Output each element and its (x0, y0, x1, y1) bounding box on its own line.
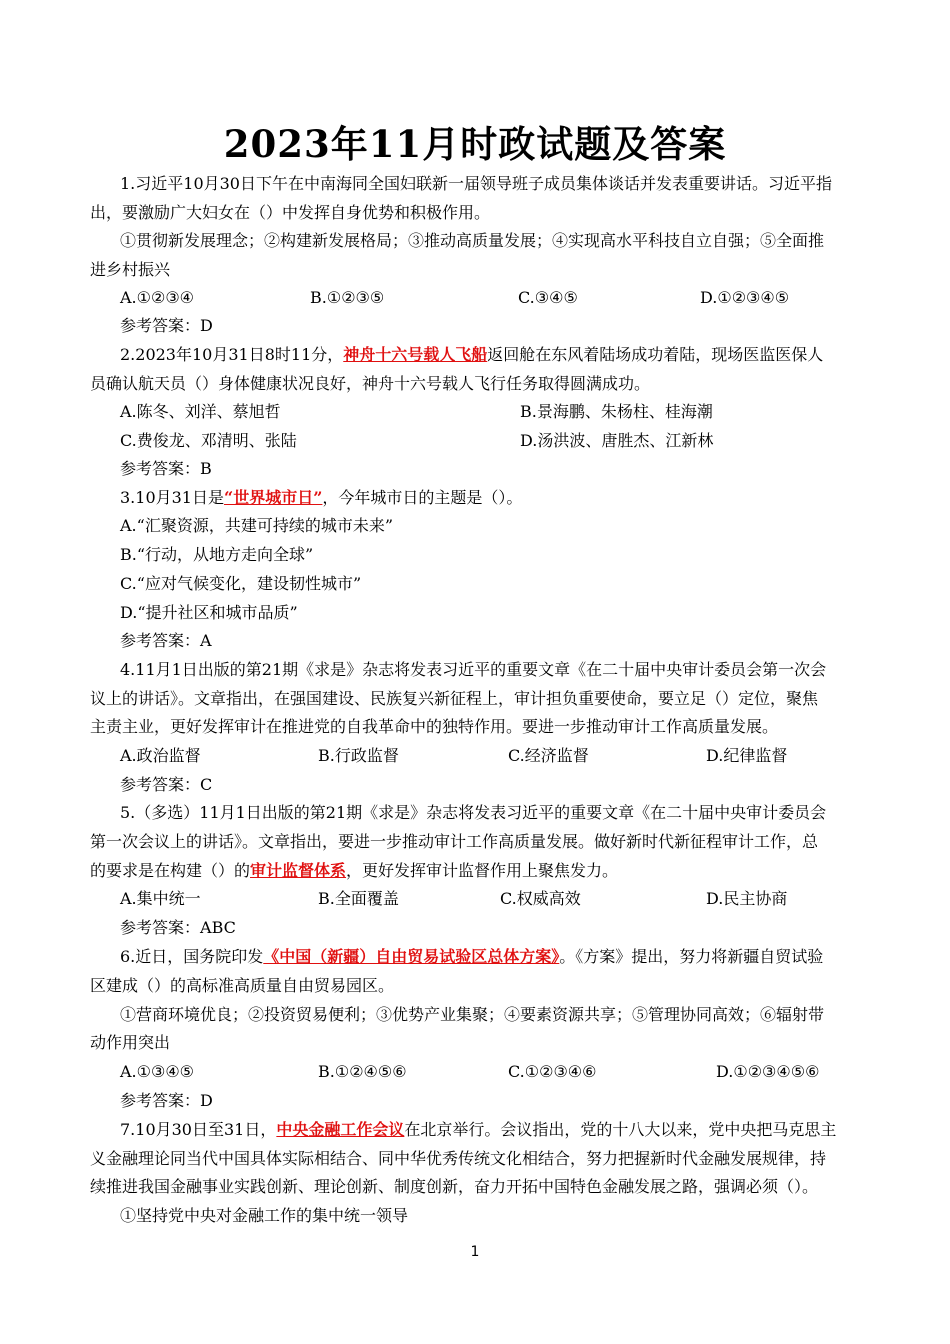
q5-post: ，更好发挥审计监督作用上聚焦发力。 (346, 861, 619, 880)
q4-option-c: C.经济监督 (508, 746, 589, 765)
q4-answer (120, 775, 212, 795)
q5-option-b: B.全面覆盖 (318, 889, 399, 908)
q3-option-d: D.“提升社区和城市品质” (120, 603, 298, 622)
q6-highlight-link[interactable]: 《中国（新疆）自由贸易试验区总体方案》 (263, 947, 560, 966)
q5-pre: 的要求是在构建（）的 (90, 861, 251, 880)
q6-pre: 6.近日，国务院印发 (120, 947, 264, 966)
q3-pre: 3.10月31日是 (120, 488, 224, 507)
q1-text-line2: 出，要激励广大妇女在（）中发挥自身优势和积极作用。 (90, 203, 491, 222)
q6-option-b: B.①②④⑤⑥ (318, 1062, 407, 1081)
answer-label: 参考答案： (120, 631, 201, 650)
q4-text-line3: 主责主业，更好发挥审计在推进党的自我革命中的独特作用。要进一步推动审计工作高质量发展。 (90, 717, 779, 736)
q7-post: 在北京举行。会议指出，党的十八大以来，党中央把马克思主 (404, 1120, 837, 1139)
q6-post: 。《方案》提出，努力将新疆自贸试验 (559, 947, 824, 966)
q7-text-line3: 续推进我国金融事业实践创新、理论创新、制度创新，奋力开拓中国特色金融发展之路，强调必须（）。 (90, 1177, 819, 1196)
q4-option-a: A.政治监督 (120, 746, 201, 765)
q7-text-line1 (120, 1120, 836, 1140)
q2-text-line1 (120, 345, 823, 365)
q6-answer (120, 1091, 213, 1111)
q2-text-line2: 员确认航天员（）身体健康状况良好，神舟十六号载人飞行任务取得圆满成功。 (90, 374, 651, 393)
q7-highlight-link[interactable]: 中央金融工作会议 (276, 1120, 405, 1139)
answer-value: A (200, 631, 212, 650)
document-title: 2023年11月时政试题及答案 (223, 122, 727, 166)
q7-list-line1: ①坚持党中央对金融工作的集中统一领导 (120, 1206, 409, 1225)
answer-label: 参考答案： (120, 316, 201, 335)
q5-highlight-link[interactable]: 审计监督体系 (250, 861, 347, 880)
answer-value: D (200, 316, 213, 335)
q5-text-line3 (90, 861, 618, 881)
q5-option-c: C.权威高效 (500, 889, 581, 908)
answer-value: ABC (200, 918, 236, 937)
q5-answer (120, 918, 236, 938)
q3-option-b: B.“行动，从地方走向全球” (120, 545, 314, 564)
q7-pre: 7.10月30日至31日， (120, 1120, 277, 1139)
q2-highlight-link[interactable]: 神舟十六号载人飞船 (343, 345, 488, 364)
q2-option-b: B.景海鹏、朱杨柱、桂海潮 (520, 402, 713, 421)
q5-text-line2: 第一次会议上的讲话》。文章指出，要进一步推动审计工作高质量发展。做好新时代新征程审计工作，总 (90, 832, 819, 851)
q1-option-c: C.③④⑤ (518, 288, 578, 307)
q4-option-d: D.纪律监督 (706, 746, 788, 765)
q3-text-line1 (120, 488, 522, 508)
q1-list-line2: 进乡村振兴 (90, 260, 171, 279)
q6-text-line1 (120, 947, 823, 967)
q1-option-a: A.①②③④ (120, 288, 195, 307)
q7-text-line2: 义金融理论同当代中国具体实际相结合、同中华优秀传统文化相结合，努力把握新时代金融发展规律，持 (90, 1149, 827, 1168)
q3-option-c: C.“应对气候变化，建设韧性城市” (120, 574, 362, 593)
q4-option-b: B.行政监督 (318, 746, 399, 765)
answer-value: B (200, 459, 212, 478)
answer-value: C (200, 775, 213, 794)
q6-list-line1: ①营商环境优良；②投资贸易便利；③优势产业集聚；④要素资源共享；⑤管理协同高效；⑥辐射带 (120, 1005, 825, 1024)
q4-text-line1: 4.11月1日出版的第21期《求是》杂志将发表习近平的重要文章《在二十届中央审计委员会第一次会 (120, 660, 827, 679)
q5-text-line1: 5.（多选）11月1日出版的第21期《求是》杂志将发表习近平的重要文章《在二十届中央审计委员会 (120, 803, 827, 822)
q1-answer (120, 316, 213, 336)
q5-option-d: D.民主协商 (706, 889, 788, 908)
q5-option-a: A.集中统一 (120, 889, 201, 908)
q6-option-c: C.①②③④⑥ (508, 1062, 597, 1081)
answer-value: D (200, 1091, 213, 1110)
q3-post: ，今年城市日的主题是（）。 (322, 488, 523, 507)
answer-label: 参考答案： (120, 775, 201, 794)
q1-list-line1: ①贯彻新发展理念；②构建新发展格局；③推动高质量发展；④实现高水平科技自立自强；⑤全面推 (120, 231, 825, 250)
q3-option-a: A.“汇聚资源，共建可持续的城市未来” (120, 516, 394, 535)
answer-label: 参考答案： (120, 1091, 201, 1110)
q1-option-b: B.①②③⑤ (310, 288, 385, 307)
answer-label: 参考答案： (120, 918, 201, 937)
q2-pre: 2.2023年10月31日8时11分， (120, 345, 344, 364)
q1-option-d: D.①②③④⑤ (700, 288, 790, 307)
q3-highlight-link[interactable]: “世界城市日” (224, 488, 323, 507)
q2-option-c: C.费俊龙、邓清明、张陆 (120, 431, 297, 450)
q6-option-a: A.①③④⑤ (120, 1062, 195, 1081)
q6-text-line2: 区建成（）的高标准高质量自由贸易园区。 (90, 976, 395, 995)
q4-text-line2: 议上的讲话》。文章指出，在强国建设、民族复兴新征程上，审计担负重要使命，要立足（）定位，聚焦 (90, 689, 819, 708)
page-number: 1 (470, 1244, 480, 1260)
q3-answer (120, 631, 212, 651)
q6-list-line2: 动作用突出 (90, 1033, 171, 1052)
answer-label: 参考答案： (120, 459, 201, 478)
q2-option-d: D.汤洪波、唐胜杰、江新林 (520, 431, 714, 450)
q2-post: 返回舱在东风着陆场成功着陆，现场医监医保人 (487, 345, 824, 364)
q6-option-d: D.①②③④⑤⑥ (716, 1062, 820, 1081)
q1-text-line1: 1.习近平10月30日下午在中南海同全国妇联新一届领导班子成员集体谈话并发表重要讲话。习近平指 (120, 174, 832, 193)
q2-option-a: A.陈冬、刘洋、蔡旭哲 (120, 402, 281, 421)
q2-answer (120, 459, 212, 479)
